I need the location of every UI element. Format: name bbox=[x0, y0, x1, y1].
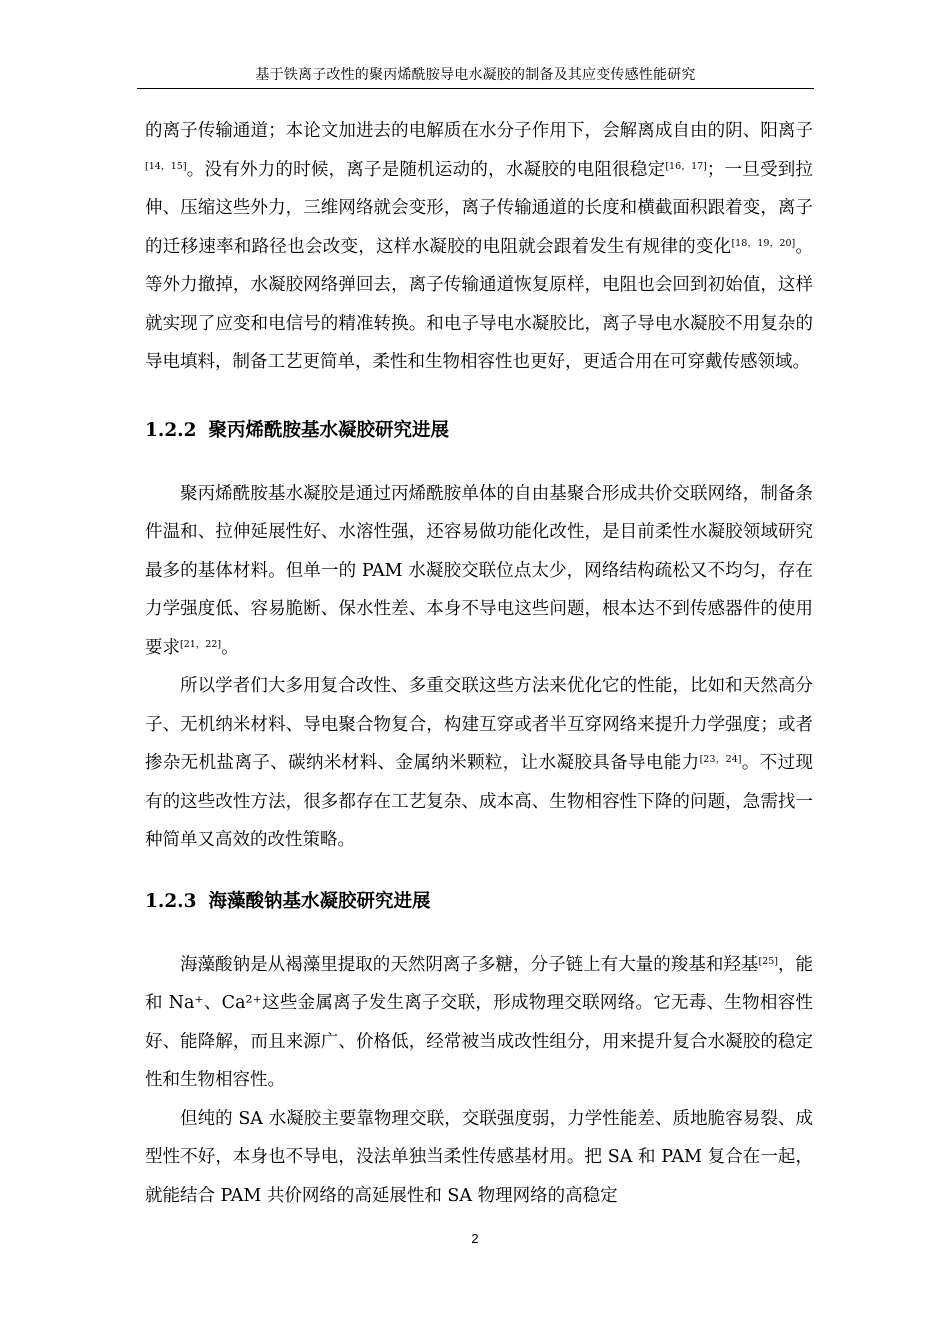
paragraph-text: 。等外力撤掉，水凝胶网络弹回去，离子传输通道恢复原样，电阻也会回到初始值，这样就实现了应变和电信号的精准转换。和电子导电水凝胶比，离子导电水凝胶不用复杂的导电填料，制备工艺更简单，柔性和生物相容性也更好，更适合用在可穿戴传感领域。 bbox=[145, 236, 813, 372]
section-title: 海藻酸钠基水凝胶研究进展 bbox=[208, 890, 431, 912]
section-number: 1.2.2 bbox=[145, 419, 197, 441]
citation: [18，19，20] bbox=[731, 237, 796, 249]
paragraph-text: 的离子传输通道；本论文加进去的电解质在水分子作用下，会解离成自由的阴、阳离子 bbox=[145, 121, 813, 141]
paragraph-sa-limitations bbox=[145, 1100, 813, 1216]
paragraph-text: ；一旦受到拉伸、压缩这些外力，三维网络就会变形，离子传输通道的长度和横截面积跟着变，离子的迁移速率和路径也会改变，这样水凝胶的电阻就会跟着发生有规律的变化 bbox=[145, 159, 814, 257]
paragraph-pam-intro bbox=[145, 475, 813, 668]
citation: [25] bbox=[758, 955, 778, 967]
paragraph-text: 所以学者们大多用复合改性、多重交联这些方法来优化它的性能，比如和天然高分子、无机纳米材料、导电聚合物复合，构建互穿或者半互穿网络来提升力学强度；或者掺杂无机盐离子、碳纳米材料、金属纳米颗粒，让水凝胶具备导电能力 bbox=[145, 676, 813, 773]
section-heading-pam bbox=[145, 411, 813, 451]
paragraph-pam-modification bbox=[145, 667, 813, 860]
section-number: 1.2.3 bbox=[145, 890, 197, 912]
citation: [21，22] bbox=[180, 638, 222, 650]
citation: [16，17] bbox=[665, 160, 707, 172]
document-body bbox=[145, 112, 813, 1215]
paragraph-text: 海藻酸钠是从褐藻里提取的天然阴离子多糖，分子链上有大量的羧基和羟基 bbox=[180, 954, 759, 975]
section-title: 聚丙烯酰胺基水凝胶研究进展 bbox=[208, 419, 450, 441]
section-heading-sa bbox=[145, 882, 813, 922]
paragraph-sa-intro bbox=[145, 946, 813, 1100]
running-header: 基于铁离子改性的聚丙烯酰胺导电水凝胶的制备及其应变传感性能研究 bbox=[255, 67, 696, 83]
paragraph-text: 聚丙烯酰胺基水凝胶是通过丙烯酰胺单体的自由基聚合形成共价交联网络，制备条件温和、拉伸延展性好、水溶性强，还容易做功能化改性，是目前柔性水凝胶领域研究最多的基体材料。但单一的 PAM 水凝胶交联位点太少，网络结构疏松又不均匀，存在力学强度低、容易脆断、保水性差、本身不导电这些问题，根本达不到传感器件的使用要求 bbox=[145, 483, 813, 658]
header-divider bbox=[137, 88, 814, 89]
citation: [23，24] bbox=[699, 754, 742, 765]
paragraph-text: 。 bbox=[221, 637, 239, 658]
paragraph-text: ，能和 Na⁺、Ca²⁺这些金属离子发生离子交联，形成物理交联网络。它无毒、生物相容性好、能降解，而且来源广、价格低，经常被当成改性组分，用来提升复合水凝胶的稳定性和生物相容性。 bbox=[145, 954, 814, 1090]
page-number: 2 bbox=[471, 1231, 479, 1246]
citation: [14，15] bbox=[145, 160, 187, 172]
paragraph-ion-transport bbox=[145, 112, 813, 382]
paragraph-text: 但纯的 SA 水凝胶主要靠物理交联，交联强度弱，力学性能差、质地脆容易裂、成型性不好，本身也不导电，没法单独当柔性传感基材用。把 SA 和 PAM 复合在一起，就能结合 PAM 共价网络的高延展性和 SA 物理网络的高稳定 bbox=[145, 1108, 813, 1206]
paragraph-text: 。不过现有的这些改性方法，很多都存在工艺复杂、成本高、生物相容性下降的问题，急需找一种简单又高效的改性策略。 bbox=[145, 753, 814, 850]
paragraph-text: 。没有外力的时候，离子是随机运动的，水凝胶的电阻很稳定 bbox=[186, 159, 666, 180]
